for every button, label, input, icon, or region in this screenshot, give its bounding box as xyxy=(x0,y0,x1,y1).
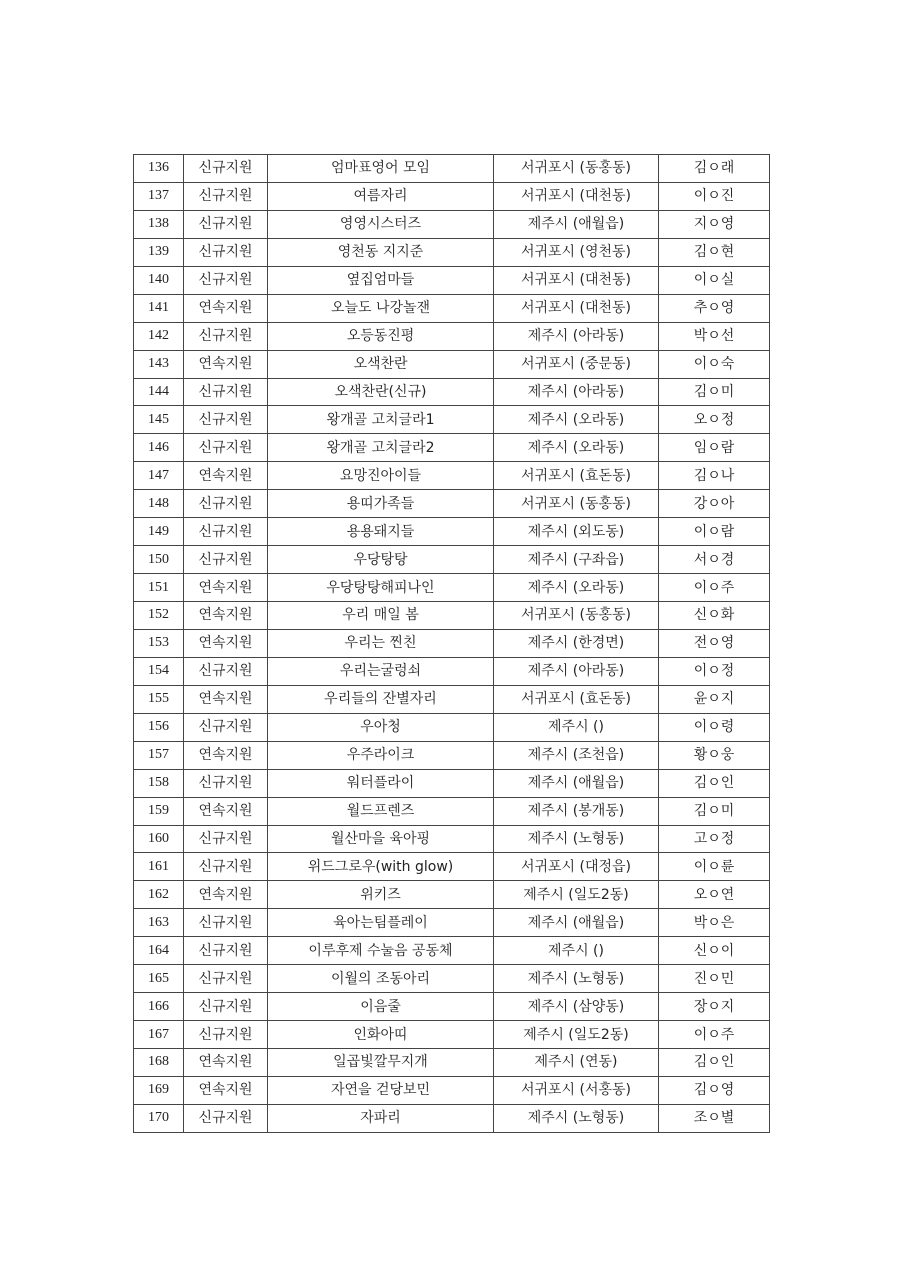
group-name-cell: 용용돼지들 xyxy=(268,518,494,546)
leader-name-cell: 서ㅇ경 xyxy=(659,546,770,574)
group-name-cell: 왕개골 고치글라1 xyxy=(268,406,494,434)
region-cell: 제주시 () xyxy=(494,937,659,965)
group-name-cell: 영천동 지지준 xyxy=(268,238,494,266)
table-row xyxy=(134,266,770,294)
group-name-cell: 우리 매일 봄 xyxy=(268,602,494,630)
region-cell: 제주시 (애월읍) xyxy=(494,210,659,238)
group-name-cell: 우리는 찐친 xyxy=(268,629,494,657)
row-number-cell: 161 xyxy=(134,853,184,881)
leader-name-cell: 고ㅇ정 xyxy=(659,825,770,853)
region-cell: 서귀포시 (중문동) xyxy=(494,350,659,378)
leader-name-cell: 김ㅇ미 xyxy=(659,378,770,406)
group-name-cell: 오색찬란 xyxy=(268,350,494,378)
support-type-cell: 신규지원 xyxy=(184,518,268,546)
group-name-cell: 우리는굴렁쇠 xyxy=(268,657,494,685)
table-row xyxy=(134,490,770,518)
row-number-cell: 169 xyxy=(134,1076,184,1104)
leader-name-cell: 김ㅇ인 xyxy=(659,1049,770,1077)
support-type-cell: 신규지원 xyxy=(184,182,268,210)
table-row xyxy=(134,937,770,965)
leader-name-cell: 김ㅇ영 xyxy=(659,1076,770,1104)
table-row xyxy=(134,434,770,462)
leader-name-cell: 이ㅇ숙 xyxy=(659,350,770,378)
region-cell: 제주시 (아라동) xyxy=(494,322,659,350)
support-type-cell: 신규지원 xyxy=(184,546,268,574)
table-row xyxy=(134,909,770,937)
row-number-cell: 153 xyxy=(134,629,184,657)
table-row xyxy=(134,406,770,434)
row-number-cell: 160 xyxy=(134,825,184,853)
group-name-cell: 이음줄 xyxy=(268,993,494,1021)
group-name-cell: 일곱빛깔무지개 xyxy=(268,1049,494,1077)
region-cell: 서귀포시 (동홍동) xyxy=(494,155,659,183)
leader-name-cell: 이ㅇ주 xyxy=(659,574,770,602)
row-number-cell: 146 xyxy=(134,434,184,462)
leader-name-cell: 이ㅇ주 xyxy=(659,1021,770,1049)
row-number-cell: 163 xyxy=(134,909,184,937)
table-row xyxy=(134,1104,770,1132)
region-cell: 제주시 (삼양동) xyxy=(494,993,659,1021)
leader-name-cell: 오ㅇ정 xyxy=(659,406,770,434)
row-number-cell: 164 xyxy=(134,937,184,965)
row-number-cell: 151 xyxy=(134,574,184,602)
support-type-cell: 연속지원 xyxy=(184,602,268,630)
table-row xyxy=(134,657,770,685)
group-name-cell: 오늘도 나강놀잰 xyxy=(268,294,494,322)
leader-name-cell: 이ㅇ람 xyxy=(659,518,770,546)
table-row xyxy=(134,182,770,210)
region-cell: 제주시 (아라동) xyxy=(494,657,659,685)
leader-name-cell: 장ㅇ지 xyxy=(659,993,770,1021)
region-cell: 서귀포시 (동홍동) xyxy=(494,490,659,518)
row-number-cell: 168 xyxy=(134,1049,184,1077)
leader-name-cell: 신ㅇ화 xyxy=(659,602,770,630)
leader-name-cell: 이ㅇ정 xyxy=(659,657,770,685)
support-type-cell: 연속지원 xyxy=(184,1049,268,1077)
support-type-cell: 신규지원 xyxy=(184,238,268,266)
leader-name-cell: 오ㅇ연 xyxy=(659,881,770,909)
table-row xyxy=(134,574,770,602)
region-cell: 서귀포시 (효돈동) xyxy=(494,462,659,490)
table-row xyxy=(134,1076,770,1104)
region-cell: 서귀포시 (대천동) xyxy=(494,266,659,294)
leader-name-cell: 김ㅇ인 xyxy=(659,769,770,797)
group-name-cell: 자파리 xyxy=(268,1104,494,1132)
group-name-cell: 우아청 xyxy=(268,713,494,741)
leader-name-cell: 이ㅇ령 xyxy=(659,713,770,741)
table-row xyxy=(134,546,770,574)
row-number-cell: 166 xyxy=(134,993,184,1021)
table-row xyxy=(134,210,770,238)
leader-name-cell: 박ㅇ선 xyxy=(659,322,770,350)
row-number-cell: 139 xyxy=(134,238,184,266)
table-row xyxy=(134,825,770,853)
leader-name-cell: 전ㅇ영 xyxy=(659,629,770,657)
region-cell: 제주시 () xyxy=(494,713,659,741)
leader-name-cell: 지ㅇ영 xyxy=(659,210,770,238)
table-row xyxy=(134,993,770,1021)
leader-name-cell: 임ㅇ람 xyxy=(659,434,770,462)
region-cell: 서귀포시 (영천동) xyxy=(494,238,659,266)
row-number-cell: 148 xyxy=(134,490,184,518)
group-name-cell: 우리들의 잔별자리 xyxy=(268,685,494,713)
support-type-cell: 연속지원 xyxy=(184,462,268,490)
table-row xyxy=(134,629,770,657)
leader-name-cell: 황ㅇ웅 xyxy=(659,741,770,769)
row-number-cell: 136 xyxy=(134,155,184,183)
table-row xyxy=(134,853,770,881)
group-name-cell: 영영시스터즈 xyxy=(268,210,494,238)
leader-name-cell: 조ㅇ별 xyxy=(659,1104,770,1132)
row-number-cell: 167 xyxy=(134,1021,184,1049)
region-cell: 서귀포시 (대천동) xyxy=(494,294,659,322)
region-cell: 서귀포시 (서홍동) xyxy=(494,1076,659,1104)
support-type-cell: 신규지원 xyxy=(184,937,268,965)
group-name-cell: 이루후제 수눌음 공동체 xyxy=(268,937,494,965)
group-name-cell: 왕개골 고치글라2 xyxy=(268,434,494,462)
support-type-cell: 연속지원 xyxy=(184,294,268,322)
support-type-cell: 신규지원 xyxy=(184,266,268,294)
row-number-cell: 152 xyxy=(134,602,184,630)
support-type-cell: 신규지원 xyxy=(184,155,268,183)
group-name-cell: 워터플라이 xyxy=(268,769,494,797)
table-row xyxy=(134,378,770,406)
support-type-cell: 연속지원 xyxy=(184,881,268,909)
roster-table-body xyxy=(134,155,770,1133)
support-type-cell: 신규지원 xyxy=(184,993,268,1021)
row-number-cell: 162 xyxy=(134,881,184,909)
group-name-cell: 오등동진평 xyxy=(268,322,494,350)
support-type-cell: 연속지원 xyxy=(184,741,268,769)
support-type-cell: 신규지원 xyxy=(184,1104,268,1132)
group-name-cell: 육아는팀플레이 xyxy=(268,909,494,937)
leader-name-cell: 김ㅇ나 xyxy=(659,462,770,490)
group-name-cell: 옆집엄마들 xyxy=(268,266,494,294)
table-row xyxy=(134,797,770,825)
leader-name-cell: 김ㅇ현 xyxy=(659,238,770,266)
row-number-cell: 170 xyxy=(134,1104,184,1132)
leader-name-cell: 추ㅇ영 xyxy=(659,294,770,322)
row-number-cell: 143 xyxy=(134,350,184,378)
group-name-cell: 자연을 걷당보민 xyxy=(268,1076,494,1104)
row-number-cell: 147 xyxy=(134,462,184,490)
leader-name-cell: 이ㅇ륜 xyxy=(659,853,770,881)
support-type-cell: 연속지원 xyxy=(184,797,268,825)
table-row xyxy=(134,294,770,322)
support-type-cell: 신규지원 xyxy=(184,210,268,238)
row-number-cell: 156 xyxy=(134,713,184,741)
leader-name-cell: 진ㅇ민 xyxy=(659,965,770,993)
table-row xyxy=(134,1049,770,1077)
support-type-cell: 신규지원 xyxy=(184,657,268,685)
support-type-cell: 신규지원 xyxy=(184,406,268,434)
support-type-cell: 신규지원 xyxy=(184,490,268,518)
support-type-cell: 신규지원 xyxy=(184,378,268,406)
region-cell: 제주시 (아라동) xyxy=(494,378,659,406)
row-number-cell: 141 xyxy=(134,294,184,322)
support-type-cell: 신규지원 xyxy=(184,434,268,462)
leader-name-cell: 박ㅇ은 xyxy=(659,909,770,937)
region-cell: 제주시 (노형동) xyxy=(494,825,659,853)
group-name-cell: 용띠가족들 xyxy=(268,490,494,518)
leader-name-cell: 윤ㅇ지 xyxy=(659,685,770,713)
table-row xyxy=(134,713,770,741)
row-number-cell: 140 xyxy=(134,266,184,294)
region-cell: 서귀포시 (동홍동) xyxy=(494,602,659,630)
row-number-cell: 138 xyxy=(134,210,184,238)
support-type-cell: 연속지원 xyxy=(184,629,268,657)
table-row xyxy=(134,155,770,183)
support-type-cell: 신규지원 xyxy=(184,965,268,993)
support-type-cell: 연속지원 xyxy=(184,350,268,378)
group-name-cell: 우당탕탕 xyxy=(268,546,494,574)
support-type-cell: 신규지원 xyxy=(184,825,268,853)
leader-name-cell: 이ㅇ실 xyxy=(659,266,770,294)
region-cell: 제주시 (조천읍) xyxy=(494,741,659,769)
region-cell: 제주시 (오라동) xyxy=(494,574,659,602)
table-row xyxy=(134,462,770,490)
group-name-cell: 위키즈 xyxy=(268,881,494,909)
region-cell: 제주시 (애월읍) xyxy=(494,769,659,797)
group-name-cell: 월드프렌즈 xyxy=(268,797,494,825)
region-cell: 제주시 (일도2동) xyxy=(494,1021,659,1049)
table-row xyxy=(134,881,770,909)
region-cell: 서귀포시 (대정읍) xyxy=(494,853,659,881)
row-number-cell: 144 xyxy=(134,378,184,406)
row-number-cell: 159 xyxy=(134,797,184,825)
group-name-cell: 우당탕탕해피나인 xyxy=(268,574,494,602)
support-type-cell: 신규지원 xyxy=(184,322,268,350)
leader-name-cell: 이ㅇ진 xyxy=(659,182,770,210)
leader-name-cell: 김ㅇ미 xyxy=(659,797,770,825)
group-name-cell: 여름자리 xyxy=(268,182,494,210)
group-name-cell: 월산마을 육아핑 xyxy=(268,825,494,853)
group-name-cell: 위드그로우(with glow) xyxy=(268,853,494,881)
region-cell: 제주시 (봉개동) xyxy=(494,797,659,825)
group-name-cell: 엄마표영어 모임 xyxy=(268,155,494,183)
table-row xyxy=(134,238,770,266)
row-number-cell: 157 xyxy=(134,741,184,769)
table-row xyxy=(134,769,770,797)
region-cell: 제주시 (애월읍) xyxy=(494,909,659,937)
support-type-cell: 신규지원 xyxy=(184,853,268,881)
region-cell: 제주시 (일도2동) xyxy=(494,881,659,909)
group-name-cell: 오색찬란(신규) xyxy=(268,378,494,406)
region-cell: 제주시 (노형동) xyxy=(494,1104,659,1132)
table-row xyxy=(134,602,770,630)
group-name-cell: 우주라이크 xyxy=(268,741,494,769)
group-name-cell: 이월의 조동아리 xyxy=(268,965,494,993)
leader-name-cell: 신ㅇ이 xyxy=(659,937,770,965)
region-cell: 제주시 (구좌읍) xyxy=(494,546,659,574)
table-row xyxy=(134,518,770,546)
region-cell: 제주시 (노형동) xyxy=(494,965,659,993)
group-name-cell: 요망진아이들 xyxy=(268,462,494,490)
row-number-cell: 137 xyxy=(134,182,184,210)
support-type-cell: 연속지원 xyxy=(184,685,268,713)
region-cell: 제주시 (연동) xyxy=(494,1049,659,1077)
row-number-cell: 149 xyxy=(134,518,184,546)
table-row xyxy=(134,1021,770,1049)
support-type-cell: 신규지원 xyxy=(184,769,268,797)
leader-name-cell: 김ㅇ래 xyxy=(659,155,770,183)
row-number-cell: 142 xyxy=(134,322,184,350)
table-row xyxy=(134,965,770,993)
table-row xyxy=(134,741,770,769)
table-row xyxy=(134,350,770,378)
row-number-cell: 158 xyxy=(134,769,184,797)
region-cell: 제주시 (오라동) xyxy=(494,434,659,462)
region-cell: 제주시 (한경면) xyxy=(494,629,659,657)
support-type-cell: 신규지원 xyxy=(184,713,268,741)
row-number-cell: 145 xyxy=(134,406,184,434)
support-type-cell: 연속지원 xyxy=(184,574,268,602)
region-cell: 제주시 (오라동) xyxy=(494,406,659,434)
support-type-cell: 연속지원 xyxy=(184,1076,268,1104)
table-row xyxy=(134,685,770,713)
support-type-cell: 신규지원 xyxy=(184,909,268,937)
region-cell: 서귀포시 (대천동) xyxy=(494,182,659,210)
support-type-cell: 신규지원 xyxy=(184,1021,268,1049)
row-number-cell: 155 xyxy=(134,685,184,713)
table-row xyxy=(134,322,770,350)
row-number-cell: 154 xyxy=(134,657,184,685)
row-number-cell: 150 xyxy=(134,546,184,574)
region-cell: 제주시 (외도동) xyxy=(494,518,659,546)
region-cell: 서귀포시 (효돈동) xyxy=(494,685,659,713)
row-number-cell: 165 xyxy=(134,965,184,993)
community-roster-table xyxy=(133,154,770,1133)
leader-name-cell: 강ㅇ아 xyxy=(659,490,770,518)
group-name-cell: 인화아띠 xyxy=(268,1021,494,1049)
